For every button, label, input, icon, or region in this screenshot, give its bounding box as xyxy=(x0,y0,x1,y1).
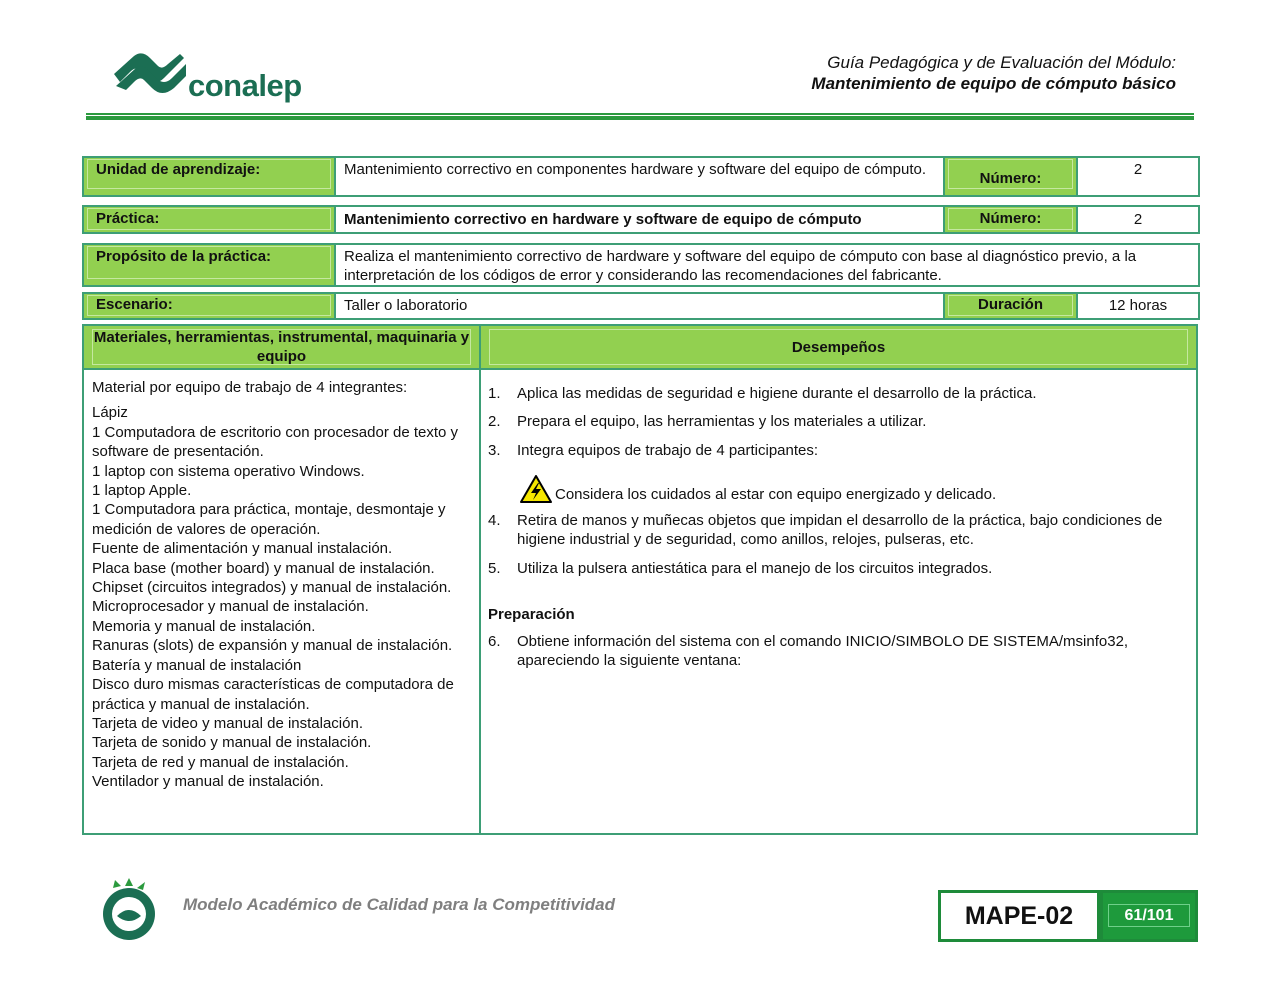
practica-numero: 2 xyxy=(1077,206,1199,233)
material-item: Tarjeta de red y manual de instalación. xyxy=(92,753,349,771)
logo-wordmark: conalep xyxy=(188,68,302,103)
footer-model-text: Modelo Académico de Calidad para la Competitividad xyxy=(183,895,616,914)
escenario-row xyxy=(82,292,1200,320)
practica-label: Práctica: xyxy=(87,208,331,230)
warning-text: Considera los cuidados al estar con equipo energizado y delicado. xyxy=(555,486,997,503)
material-item: Microprocesador y manual de instalación. xyxy=(92,598,369,616)
escenario-label: Escenario: xyxy=(87,295,331,316)
title-line-1: Guía Pedagógica y de Evaluación del Módulo: xyxy=(827,53,1176,72)
unidad-numero-label: Número: xyxy=(948,159,1073,189)
material-item: Disco duro mismas características de computadora de práctica y manual de instalación. xyxy=(92,676,454,713)
material-item: Memoria y manual de instalación. xyxy=(92,617,316,635)
material-item: Ranuras (slots) de expansión y manual de instalación. xyxy=(92,637,453,655)
material-item: Tarjeta de sonido y manual de instalación. xyxy=(92,734,372,752)
practica-row xyxy=(82,205,1200,234)
material-item: Ventilador y manual de instalación. xyxy=(92,773,324,791)
escenario-value: Taller o laboratorio xyxy=(335,293,944,319)
unidad-numero: 2 xyxy=(1077,157,1199,196)
material-item: Fuente de alimentación y manual instalación. xyxy=(92,540,393,558)
proposito-label: Propósito de la práctica: xyxy=(87,246,331,279)
table-header-divider xyxy=(84,368,1196,370)
unidad-value: Mantenimiento correctivo en componentes hardware y software del equipo de cómputo. xyxy=(335,157,944,196)
material-item: 1 Computadora para práctica, montaje, desmontaje y medición de valores de operación. xyxy=(92,501,446,538)
model-seal-icon xyxy=(95,876,165,942)
desempeno-item: 3. Integra equipos de trabajo de 4 participantes: xyxy=(488,442,819,459)
desempeno-item: 5. Utiliza la pulsera antiestática para el manejo de los circuitos integrados. xyxy=(488,560,993,577)
proposito-value: Realiza el mantenimiento correctivo de hardware y software del equipo de cómputo con base al diagnóstico previo, a la interpretación de los códigos de error y considerando las recomendaciones del fabricante. xyxy=(335,244,1199,286)
header-divider-thick xyxy=(86,116,1194,120)
desempenos-list xyxy=(488,384,1188,670)
duracion-label: Duración xyxy=(948,295,1073,316)
table-column-divider xyxy=(479,326,481,833)
material-item: Tarjeta de video y manual de instalación. xyxy=(92,714,363,732)
title-line-2: Mantenimiento de equipo de cómputo básico xyxy=(811,74,1176,93)
warning-note xyxy=(519,474,1188,504)
desempenos-header: Desempeños xyxy=(481,326,1196,368)
materiales-intro: Material por equipo de trabajo de 4 integrantes: xyxy=(92,379,408,396)
electrical-hazard-icon xyxy=(519,474,553,504)
document-title xyxy=(811,52,1176,94)
materiales-header: Materiales, herramientas, instrumental, maquinaria y equipo xyxy=(84,326,479,368)
page-number-box xyxy=(1100,890,1198,942)
conalep-logo-icon xyxy=(112,48,188,98)
material-item: Placa base (mother board) y manual de instalación. xyxy=(92,559,435,577)
model-seal-logo xyxy=(95,876,165,942)
document-code: MAPE-02 xyxy=(938,890,1100,942)
desempeno-item: 6. Obtiene información del sistema con el comando INICIO/SIMBOLO DE SISTEMA/msinfo32, apareciendo la siguiente ventana: xyxy=(488,633,1129,669)
material-item: Batería y manual de instalación xyxy=(92,656,302,674)
material-item: 1 Computadora de escritorio con procesador de texto y software de presentación. xyxy=(92,423,459,461)
material-item: Chipset (circuitos integrados) y manual de instalación. xyxy=(92,579,452,597)
desempeno-item: 2. Prepara el equipo, las herramientas y los materiales a utilizar. xyxy=(488,413,927,430)
duracion-value: 12 horas xyxy=(1077,293,1199,319)
page-number: 61/101 xyxy=(1108,904,1190,927)
practica-value: Mantenimiento correctivo en hardware y software de equipo de cómputo xyxy=(335,206,944,233)
header-divider-thin xyxy=(86,113,1194,115)
unidad-label: Unidad de aprendizaje: xyxy=(87,159,331,189)
desempeno-item: 4. Retira de manos y muñecas objetos que impidan el desarrollo de la práctica, bajo condiciones de higiene industrial y de seguridad, como anillos, relojes, pulseras, etc. xyxy=(488,512,1163,548)
materiales-list xyxy=(92,378,472,792)
conalep-logo xyxy=(112,48,312,108)
material-item: 1 laptop con sistema operativo Windows. xyxy=(92,462,365,480)
material-item: 1 laptop Apple. xyxy=(92,482,192,500)
practica-numero-label: Número: xyxy=(948,208,1073,230)
desempeno-item: 1. Aplica las medidas de seguridad e higiene durante el desarrollo de la práctica. xyxy=(488,385,1037,402)
main-table xyxy=(82,324,1198,835)
proposito-row xyxy=(82,243,1200,287)
material-item: Lápiz xyxy=(92,404,128,422)
section-title-preparacion: Preparación xyxy=(488,606,575,623)
unidad-row xyxy=(82,156,1200,197)
